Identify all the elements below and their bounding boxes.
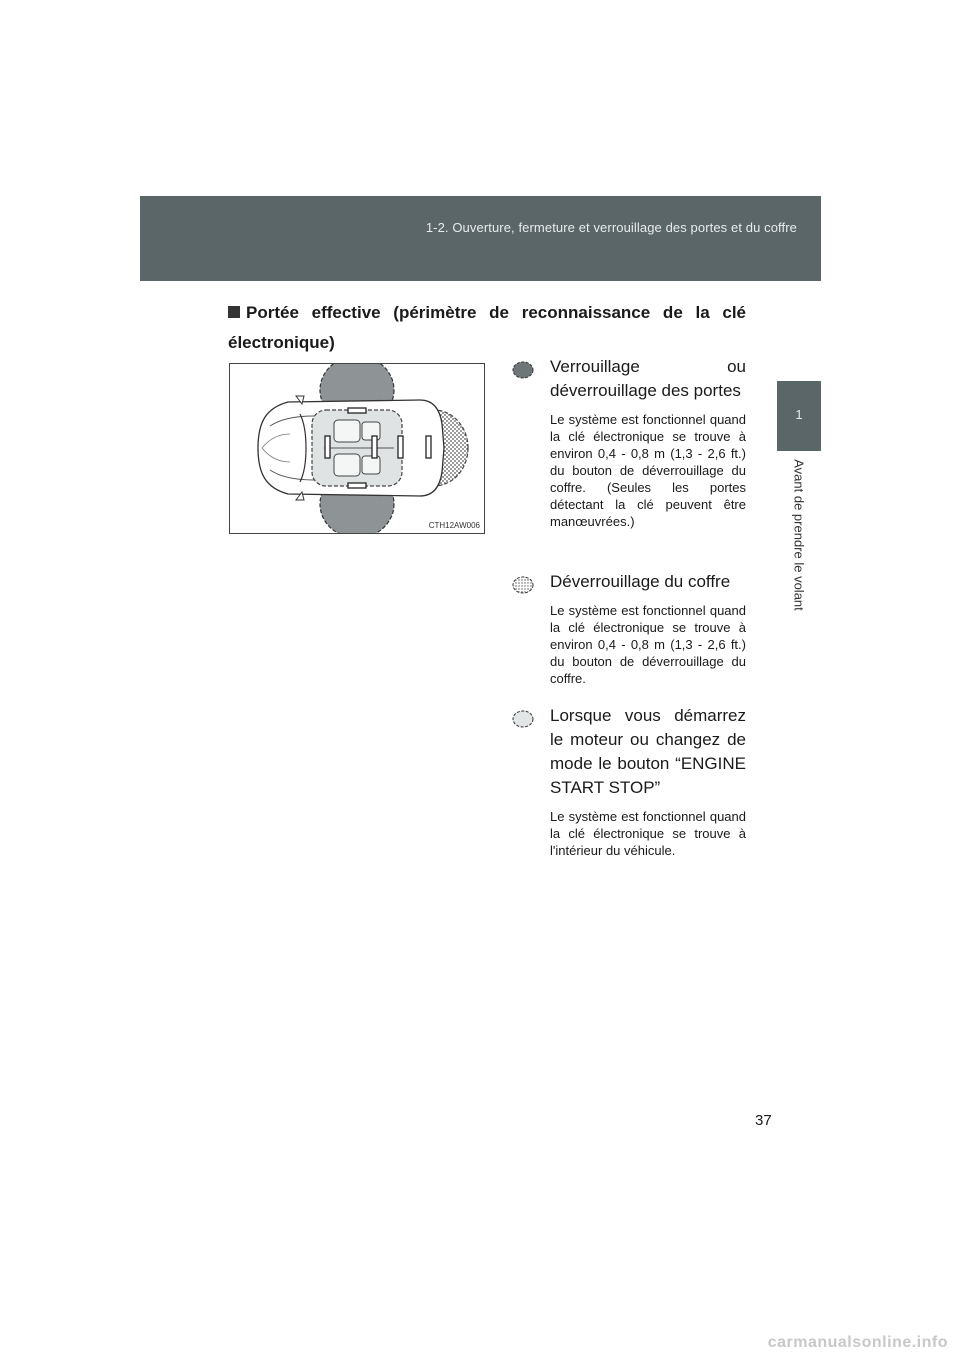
legend-title: Déverrouillage du coffre xyxy=(550,572,731,591)
chapter-label: Avant de prendre le volant xyxy=(791,459,807,611)
legend-description: Le système est fonctionnel quand la clé électronique se trouve à l'intérieur du véhicule. xyxy=(550,809,746,858)
dotted-ellipse-icon xyxy=(512,576,534,594)
page-number: 37 xyxy=(755,1112,772,1129)
section-header-band xyxy=(140,196,821,281)
section-heading xyxy=(228,298,746,358)
watermark: carmanualsonline.info xyxy=(767,1334,948,1351)
light-gray-ellipse-icon xyxy=(512,710,534,728)
legend-description: Le système est fonctionnel quand la clé électronique se trouve à environ 0,4 - 0,8 m (1,3 - 2,6 ft.) du bouton de déverrouillage du coffre. (Seules les portes détectant la clé peuvent être manœuvrées.) xyxy=(550,412,746,529)
section-heading-text: Portée effective (périmètre de reconnaissance de la clé électronique) xyxy=(228,303,746,352)
legend-item-engine-start xyxy=(508,704,746,859)
legend-title: Verrouillage ou déverrouillage des portes xyxy=(550,357,746,400)
key-range-illustration xyxy=(229,363,485,534)
illustration-code: CTH12AW006 xyxy=(428,521,480,530)
chapter-number: 1 xyxy=(795,407,803,422)
chapter-tab xyxy=(777,381,821,451)
car-top-view-diagram xyxy=(230,364,484,533)
legend-description: Le système est fonctionnel quand la clé électronique se trouve à environ 0,4 - 0,8 m (1,3 - 2,6 ft.) du bouton de déverrouillage du coffre. xyxy=(550,603,746,686)
square-bullet-icon xyxy=(228,306,240,318)
legend-item-doors xyxy=(508,355,746,530)
legend-item-trunk xyxy=(508,570,746,687)
legend-title: Lorsque vous démarrez le moteur ou changez de mode le bouton “ENGINE START STOP” xyxy=(550,706,746,797)
section-title: 1-2. Ouverture, fermeture et verrouillage des portes et du coffre xyxy=(425,220,797,235)
solid-gray-ellipse-icon xyxy=(512,361,534,379)
